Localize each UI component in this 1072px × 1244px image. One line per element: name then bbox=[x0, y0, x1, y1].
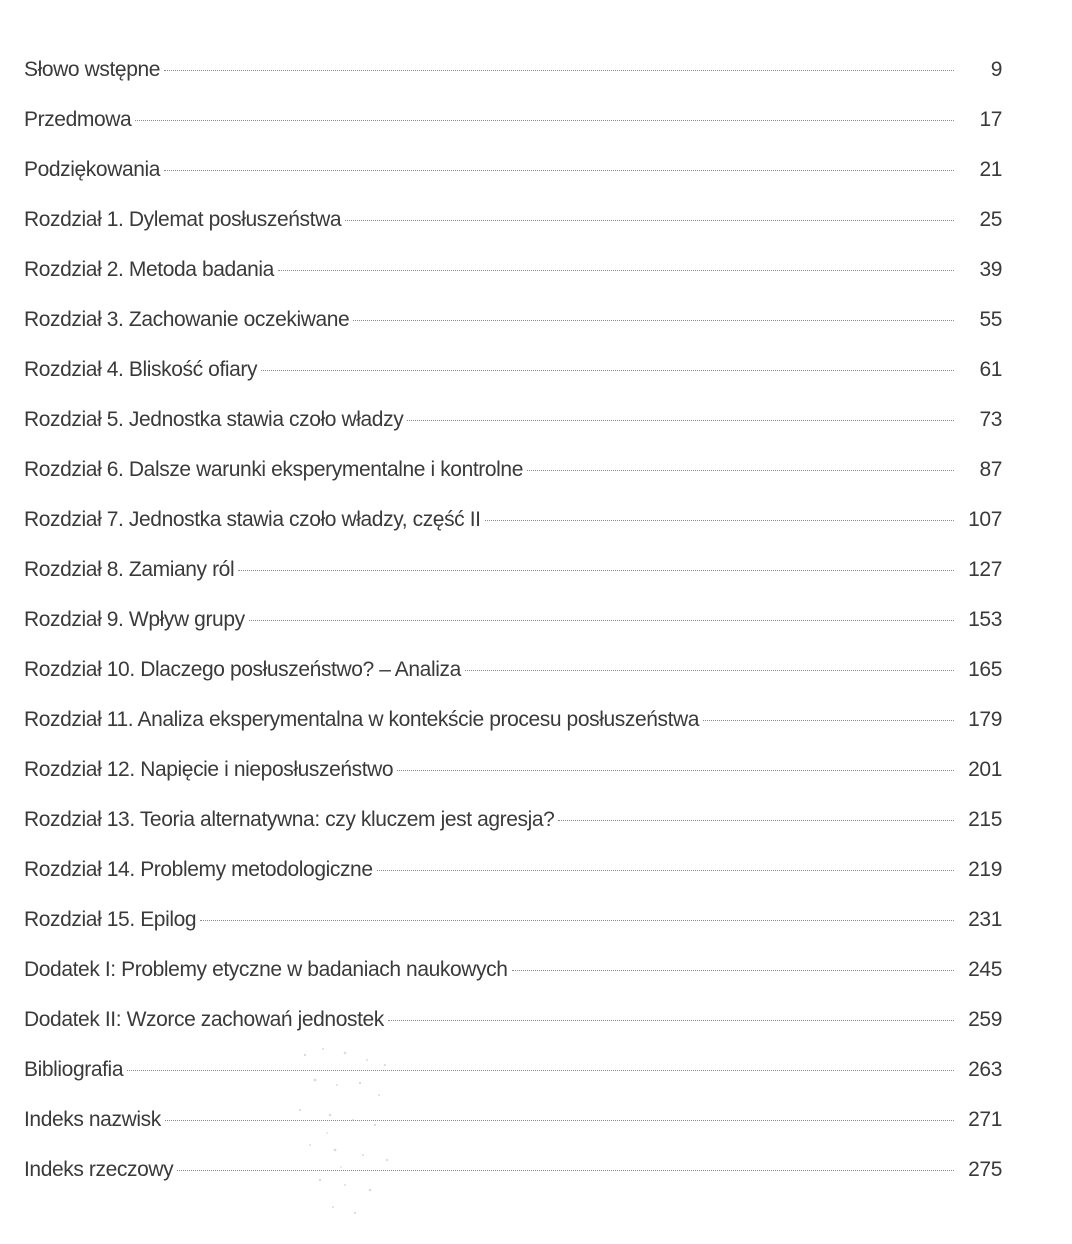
toc-entry-page: 201 bbox=[968, 758, 1002, 781]
toc-entry bbox=[24, 658, 1002, 708]
toc-entry-title: Bibliografia bbox=[24, 1058, 124, 1081]
toc-entry-title: Rozdział 15. Epilog bbox=[24, 908, 197, 931]
toc-entry-title: Rozdział 2. Metoda badania bbox=[24, 258, 274, 281]
dot-leader bbox=[558, 820, 954, 821]
toc-entry bbox=[24, 308, 1002, 358]
toc-entry bbox=[24, 208, 1002, 258]
toc-entry-title: Indeks rzeczowy bbox=[24, 1158, 174, 1181]
toc-entry bbox=[24, 1108, 1002, 1158]
toc-entry bbox=[24, 58, 1002, 108]
dot-leader bbox=[527, 470, 954, 471]
toc-entry-title: Podziękowania bbox=[24, 158, 161, 181]
toc-entry-page: 271 bbox=[968, 1108, 1002, 1131]
toc-entry bbox=[24, 458, 1002, 508]
toc-entry-page: 259 bbox=[968, 1008, 1002, 1031]
toc-entry bbox=[24, 258, 1002, 308]
toc-entry-page: 153 bbox=[968, 608, 1002, 631]
dot-leader bbox=[127, 1070, 954, 1071]
toc-entry-page: 215 bbox=[968, 808, 1002, 831]
toc-entry-page: 219 bbox=[968, 858, 1002, 881]
dot-leader bbox=[165, 1120, 954, 1121]
dot-leader bbox=[238, 570, 954, 571]
toc-entry bbox=[24, 358, 1002, 408]
toc-entry-page: 165 bbox=[968, 658, 1002, 681]
toc-entry-page: 107 bbox=[968, 508, 1002, 531]
dot-leader bbox=[249, 620, 954, 621]
toc-entry-page: 275 bbox=[968, 1158, 1002, 1181]
toc-entry-title: Rozdział 7. Jednostka stawia czoło władzy, część II bbox=[24, 508, 481, 531]
dot-leader bbox=[703, 720, 954, 721]
toc-entry-title: Rozdział 1. Dylemat posłuszeństwa bbox=[24, 208, 342, 231]
dot-leader bbox=[388, 1020, 954, 1021]
toc-entry-page: 87 bbox=[979, 458, 1002, 481]
dot-leader bbox=[261, 370, 954, 371]
dot-leader bbox=[200, 920, 954, 921]
toc-entry bbox=[24, 808, 1002, 858]
toc-entry bbox=[24, 1058, 1002, 1108]
dot-leader bbox=[353, 320, 954, 321]
toc-entry-title: Przedmowa bbox=[24, 108, 132, 131]
toc-entry-page: 61 bbox=[979, 358, 1002, 381]
dot-leader bbox=[177, 1170, 954, 1171]
toc-entry-page: 263 bbox=[968, 1058, 1002, 1081]
dot-leader bbox=[397, 770, 954, 771]
dot-leader bbox=[164, 170, 954, 171]
toc-entry-title: Indeks nazwisk bbox=[24, 1108, 161, 1131]
toc-entry-title: Rozdział 12. Napięcie i nieposłuszeństwo bbox=[24, 758, 394, 781]
toc-entry bbox=[24, 608, 1002, 658]
toc-entry-title: Rozdział 8. Zamiany ról bbox=[24, 558, 235, 581]
toc-entry-page: 231 bbox=[968, 908, 1002, 931]
dot-leader bbox=[345, 220, 954, 221]
toc-entry bbox=[24, 858, 1002, 908]
toc-entry-title: Rozdział 11. Analiza eksperymentalna w kontekście procesu posłuszeństwa bbox=[24, 708, 700, 731]
toc-entry bbox=[24, 708, 1002, 758]
toc-entry-page: 21 bbox=[979, 158, 1002, 181]
toc-entry bbox=[24, 958, 1002, 1008]
toc-entry-title: Rozdział 5. Jednostka stawia czoło władzy bbox=[24, 408, 404, 431]
toc-entry bbox=[24, 758, 1002, 808]
dot-leader bbox=[465, 670, 954, 671]
toc-entry bbox=[24, 1158, 1002, 1208]
table-of-contents bbox=[24, 58, 1002, 1208]
dot-leader bbox=[485, 520, 954, 521]
dot-leader bbox=[407, 420, 954, 421]
toc-entry-title: Rozdział 13. Teoria alternatywna: czy kluczem jest agresja? bbox=[24, 808, 555, 831]
dot-leader bbox=[377, 870, 954, 871]
toc-entry-page: 39 bbox=[979, 258, 1002, 281]
toc-entry-title: Słowo wstępne bbox=[24, 58, 161, 81]
toc-entry-title: Rozdział 9. Wpływ grupy bbox=[24, 608, 245, 631]
toc-entry-page: 17 bbox=[979, 108, 1002, 131]
toc-entry bbox=[24, 108, 1002, 158]
toc-entry-page: 127 bbox=[968, 558, 1002, 581]
toc-entry bbox=[24, 158, 1002, 208]
toc-entry-title: Dodatek I: Problemy etyczne w badaniach naukowych bbox=[24, 958, 508, 981]
toc-entry-page: 179 bbox=[968, 708, 1002, 731]
toc-entry-title: Rozdział 14. Problemy metodologiczne bbox=[24, 858, 373, 881]
toc-entry-title: Rozdział 3. Zachowanie oczekiwane bbox=[24, 308, 350, 331]
toc-entry-page: 9 bbox=[990, 58, 1002, 81]
toc-entry-title: Rozdział 4. Bliskość ofiary bbox=[24, 358, 258, 381]
dot-leader bbox=[164, 70, 954, 71]
toc-entry-page: 245 bbox=[968, 958, 1002, 981]
toc-entry-page: 55 bbox=[979, 308, 1002, 331]
toc-entry-page: 73 bbox=[979, 408, 1002, 431]
toc-entry bbox=[24, 908, 1002, 958]
toc-entry bbox=[24, 408, 1002, 458]
toc-entry bbox=[24, 558, 1002, 608]
toc-entry-title: Rozdział 10. Dlaczego posłuszeństwo? – Analiza bbox=[24, 658, 461, 681]
toc-entry bbox=[24, 1008, 1002, 1058]
toc-entry-page: 25 bbox=[979, 208, 1002, 231]
dot-leader bbox=[512, 970, 954, 971]
toc-entry bbox=[24, 508, 1002, 558]
dot-leader bbox=[135, 120, 954, 121]
toc-entry-title: Dodatek II: Wzorce zachowań jednostek bbox=[24, 1008, 384, 1031]
toc-entry-title: Rozdział 6. Dalsze warunki eksperymentalne i kontrolne bbox=[24, 458, 523, 481]
dot-leader bbox=[278, 270, 954, 271]
